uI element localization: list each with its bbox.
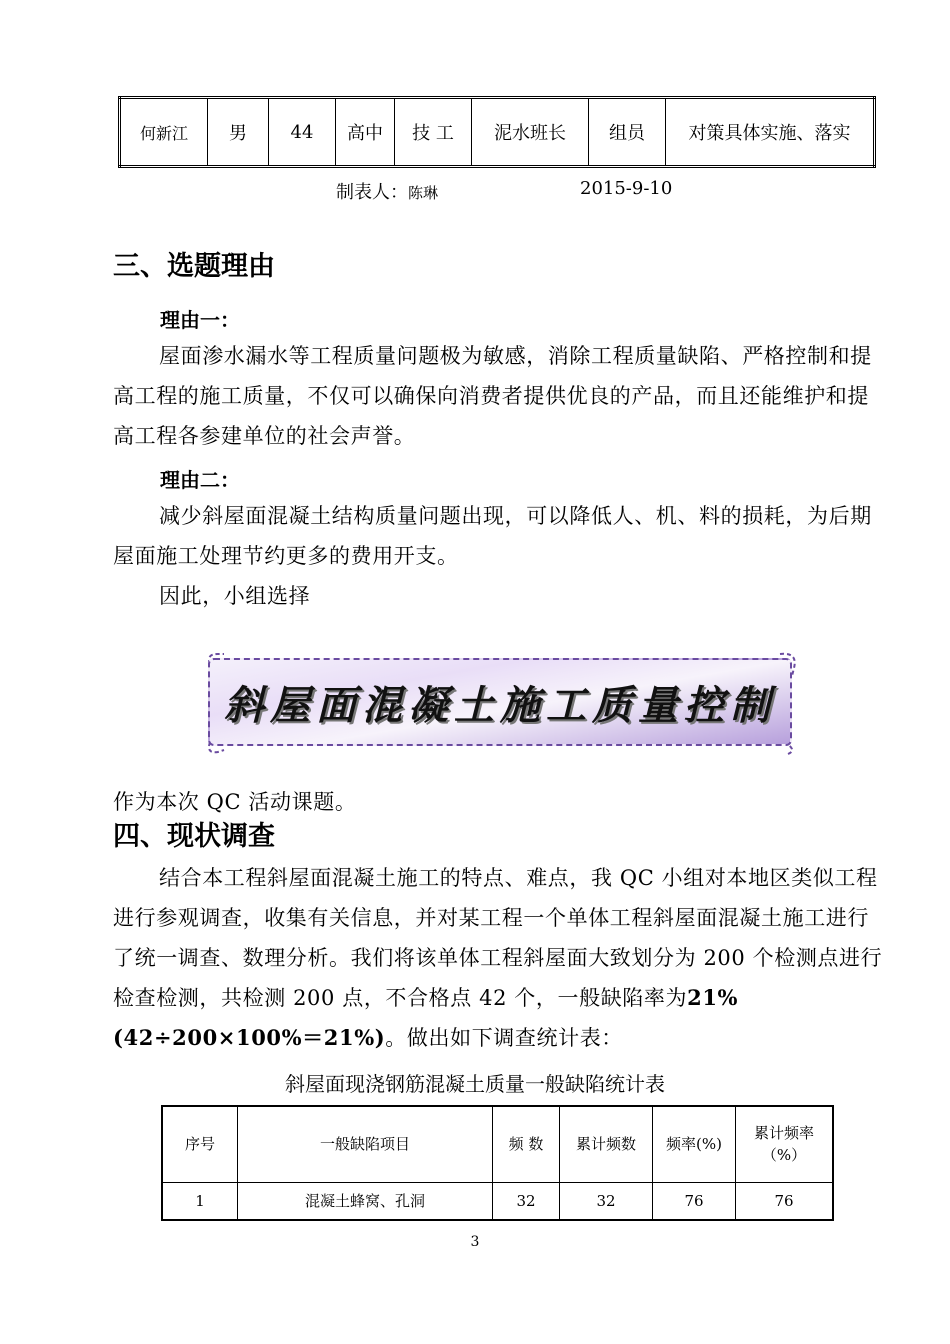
section-heading-3: 三、选题理由 [113, 251, 275, 282]
header-cumulative-frequency: 累计频率（%） [736, 1106, 834, 1182]
table-row [162, 1182, 833, 1220]
banner-title: 斜屋面混凝土施工质量控制 [224, 682, 776, 729]
member-duty: 对策具体实施、落实 [666, 98, 875, 167]
reason2-label: 理由二： [160, 468, 240, 492]
section4-paragraph: 结合本工程斜屋面混凝土施工的特点、难点，我 QC 小组对本地区类似工程进行参观调查，收集有关信息，并对某工程一个单体工程斜屋面混凝土施工进行了统一调查、数理分析。我们将该单体工程斜屋面大致划分为 200 个检测点进行检查检测，共检测 200 点，不合格点 42 个，一般缺陷率为21%(42÷200×100%＝21%)。做出如下调查统计表： [113, 866, 883, 1050]
reason1-text: 屋面渗水漏水等工程质量问题极为敏感，消除工程质量缺陷、严格控制和提高工程的施工质量，不仅可以确保向消费者提供优良的产品，而且还能维护和提高工程各参建单位的社会声誉。 [113, 344, 872, 448]
cell-count: 32 [493, 1182, 560, 1220]
member-education: 高中 [336, 98, 395, 167]
defect-rate: 21%(42÷200×100%＝21%) [113, 985, 739, 1050]
made-by [336, 178, 438, 204]
header-cumulative-count: 累计频数 [560, 1106, 653, 1182]
member-name: 何新江 [120, 98, 208, 167]
made-by-label: 制表人： [336, 182, 408, 203]
member-position: 泥水班长 [472, 98, 589, 167]
header-count: 频 数 [493, 1106, 560, 1182]
header-frequency: 频率(%) [653, 1106, 736, 1182]
header-index: 序号 [162, 1106, 238, 1182]
made-by-name: 陈琳 [408, 184, 439, 202]
header-item: 一般缺陷项目 [238, 1106, 493, 1182]
cell-item: 混凝土蜂窝、孔洞 [238, 1182, 493, 1220]
cell-index: 1 [162, 1182, 238, 1220]
member-title: 技 工 [395, 98, 472, 167]
defect-table [161, 1105, 834, 1221]
reason1-label: 理由一： [160, 308, 240, 332]
member-role: 组员 [589, 98, 666, 167]
page-number: 3 [470, 1234, 480, 1250]
reason2-text: 减少斜屋面混凝土结构质量问题出现，可以降低人、机、料的损耗，为后期屋面施工处理节约更多的费用开支。 [113, 504, 872, 568]
table-row [120, 98, 875, 167]
after-banner-text: 作为本次 QC 活动课题。 [113, 790, 357, 814]
made-by-date: 2015-9-10 [580, 178, 673, 199]
cell-cumulative-count: 32 [560, 1182, 653, 1220]
member-age: 44 [269, 98, 336, 167]
member-gender: 男 [208, 98, 269, 167]
cell-cumulative-frequency: 76 [736, 1182, 834, 1220]
table-header-row [162, 1106, 833, 1182]
banner-body [208, 658, 792, 746]
conclusion-text: 因此，小组选择 [159, 584, 311, 608]
section-heading-4: 四、现状调查 [113, 821, 275, 852]
cell-frequency: 76 [653, 1182, 736, 1220]
topic-banner [204, 646, 800, 758]
member-table [118, 96, 876, 168]
table-caption: 斜屋面现浇钢筋混凝土质量一般缺陷统计表 [285, 1072, 665, 1096]
